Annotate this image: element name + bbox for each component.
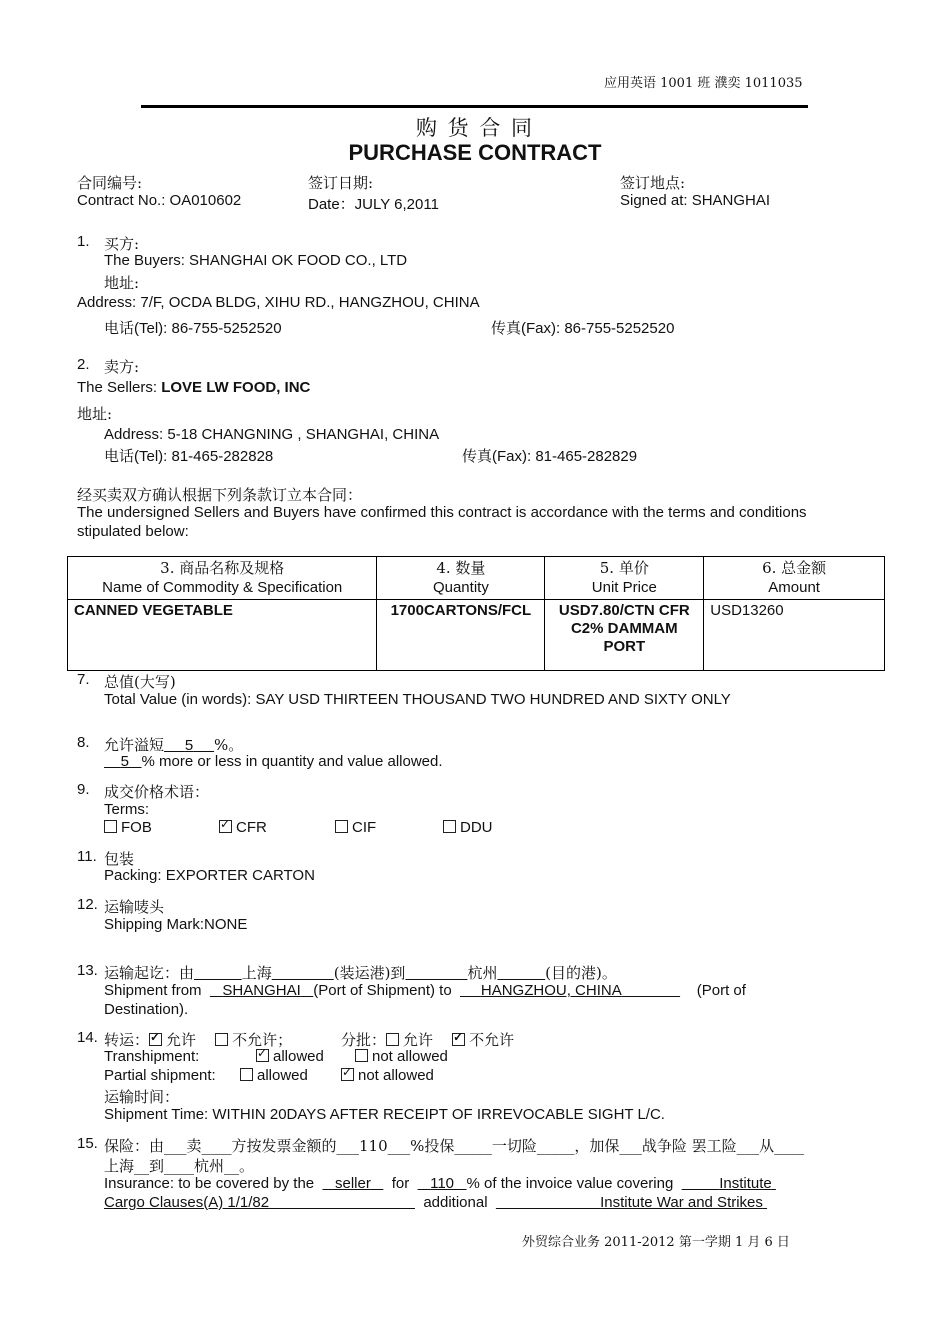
checkbox-icon[interactable] (355, 1049, 368, 1062)
buyer-fax: 传真(Fax): 86-755-5252520 (491, 320, 675, 337)
term-cfr[interactable]: ✓ CFR (219, 819, 267, 836)
insurance-cn-2: 上海__到____杭州__。 (104, 1157, 255, 1175)
shipment-en-2: Destination). (104, 1001, 189, 1018)
buyer-name-line (104, 252, 407, 269)
cell-unit-price: USD7.80/CTN CFR C2% DAMMAM PORT (545, 600, 704, 671)
seller-label-cn: 卖方: (104, 358, 140, 376)
port-to: HANGZHOU, CHINA (480, 982, 622, 999)
agreement-cn: 经买卖双方确认根据下列条款订立本合同： (77, 486, 363, 504)
terms-cn: 成交价格术语： (104, 783, 210, 801)
checkbox-checked-icon[interactable] (452, 1033, 465, 1046)
buyer-tel: 电话(Tel): 86-755-5252520 (104, 320, 282, 337)
checkbox-icon[interactable] (104, 820, 117, 833)
packing-cn: 包装 (104, 850, 135, 868)
checkbox-checked-icon[interactable] (341, 1068, 354, 1081)
checkbox-icon[interactable] (443, 820, 456, 833)
tolerance-num: 8. (77, 734, 90, 751)
checkbox-checked-icon[interactable] (149, 1033, 162, 1046)
agreement-en-1: The undersigned Sellers and Buyers have confirmed this contract is accordance with the terms and conditions (77, 504, 807, 521)
contract-no: Contract No.: OA010602 (77, 192, 242, 209)
contract-date: Date：JULY 6,2011 (308, 196, 439, 213)
shipment-time-cn: 运输时间： (104, 1088, 180, 1106)
terms-label: Terms: (104, 801, 149, 818)
seller-name-prefix: The Sellers: (77, 379, 162, 396)
buyer-addr-cn: 地址: (104, 274, 140, 292)
total-cn: 总值(大写) (104, 673, 176, 691)
transship-not-allowed[interactable]: not allowed (355, 1048, 448, 1065)
cell-amount: USD13260 (704, 600, 885, 671)
buyer-num: 1. (77, 233, 90, 250)
term-fob[interactable]: FOB (104, 819, 152, 836)
total-num: 7. (77, 671, 90, 688)
partial-label: Partial shipment: (104, 1067, 216, 1084)
shipment-num: 13. (77, 962, 98, 979)
shipping-mark-en: Shipping Mark:NONE (104, 916, 248, 933)
agreement-en-2: stipulated below: (77, 523, 189, 540)
table-row (68, 600, 885, 671)
tolerance-value-cn: 5 (184, 737, 194, 754)
buyer-address: Address: 7/F, OCDA BLDG, XIHU RD., HANGZHOU, CHINA (77, 294, 480, 311)
insurance-en-1: Insurance: to be covered by the seller for 110 % of the invoice value covering Institute (104, 1175, 772, 1192)
partial-allowed[interactable]: allowed (240, 1067, 308, 1084)
total-en: Total Value (in words): SAY USD THIRTEEN THOUSAND TWO HUNDRED AND SIXTY ONLY (104, 691, 731, 708)
header-unit-price: 5. 单价 Unit Price (545, 557, 704, 600)
footer-text: 外贸综合业务 2011-2012 第一学期 1 月 6 日 (522, 1235, 790, 1250)
partial-not-allowed[interactable]: ✓ not allowed (341, 1067, 434, 1084)
title-en: PURCHASE CONTRACT (348, 140, 602, 165)
cell-quantity: 1700CARTONS/FCL (377, 600, 545, 671)
partial-cn: 分批： 允许 ✓ 不允许 (341, 1029, 514, 1050)
checkbox-icon[interactable] (335, 820, 348, 833)
checkbox-checked-icon[interactable] (219, 820, 232, 833)
transship-cn: 转运：✓ 允许 不允许； (104, 1029, 292, 1050)
tolerance-en: 5 % more or less in quantity and value allowed. (120, 753, 443, 770)
seller-fax: 传真(Fax): 81-465-282829 (462, 448, 638, 465)
checkbox-checked-icon[interactable] (256, 1049, 269, 1062)
term-ddu[interactable]: DDU (443, 819, 493, 836)
insurance-cn-1: 保险：由___卖____方按发票金额的___110___%投保_____一切险_____，加保___战争险 罢工险___从____ (104, 1137, 805, 1155)
seller-tel: 电话(Tel): 81-465-282828 (104, 448, 274, 465)
class-info: 应用英语 1001 班 濮奕 1011035 (604, 76, 803, 91)
transship-num: 14. (77, 1029, 98, 1046)
buyer-name-prefix: The Buyers: (104, 252, 190, 269)
buyer-label-cn: 买方: (104, 235, 140, 253)
checkbox-icon[interactable] (215, 1033, 228, 1046)
goods-table (67, 556, 885, 671)
seller-addr-cn: 地址: (77, 405, 113, 423)
checkbox-icon[interactable] (240, 1068, 253, 1081)
port-from: SHANGHAI (222, 982, 301, 999)
buyer-name: SHANGHAI OK FOOD CO., LTD (189, 252, 408, 269)
cell-commodity: CANNED VEGETABLE (68, 600, 377, 671)
transship-allowed[interactable]: ✓ allowed (256, 1048, 324, 1065)
seller-address: Address: 5-18 CHANGNING , SHANGHAI, CHINA (104, 426, 440, 443)
checkbox-icon[interactable] (386, 1033, 399, 1046)
seller-name-line (77, 379, 310, 396)
packing-en: Packing: EXPORTER CARTON (104, 867, 315, 884)
shipment-cn: 运输起讫：由 上海 (装运港)到 杭州 (目的港)。 (104, 964, 617, 982)
shipment-en: Shipment from SHANGHAI (Port of Shipment) to HANGZHOU, CHINA (Port of (104, 982, 746, 999)
insurance-party: seller (335, 1175, 371, 1192)
place-cn: 签订地点: (620, 174, 686, 192)
shipping-mark-num: 12. (77, 896, 98, 913)
shipping-mark-cn: 运输唛头 (104, 898, 165, 916)
title-cn: 购 货 合 同 (415, 116, 535, 140)
insurance-en-2: Cargo Clauses(A) 1/1/82 additional Institute War and Strikes (104, 1194, 763, 1211)
seller-name: LOVE LW FOOD, INC (161, 379, 311, 396)
term-cif[interactable]: CIF (335, 819, 376, 836)
signed-place: Signed at: SHANGHAI (620, 192, 771, 209)
header-quantity: 4. 数量 Quantity (377, 557, 545, 600)
header-amount: 6. 总金额 Amount (704, 557, 885, 600)
seller-num: 2. (77, 356, 90, 373)
header-rule (141, 105, 808, 108)
header-commodity: 3. 商品名称及规格 Name of Commodity & Specification (68, 557, 377, 600)
insurance-num: 15. (77, 1135, 98, 1152)
contract-no-cn: 合同编号: (77, 174, 143, 192)
shipment-time-en: Shipment Time: WITHIN 20DAYS AFTER RECEIPT OF IRREVOCABLE SIGHT L/C. (104, 1106, 665, 1123)
transship-label: Transhipment: (104, 1048, 200, 1065)
terms-num: 9. (77, 781, 90, 798)
date-cn: 签订日期: (308, 174, 374, 192)
insurance-pct: 110 (430, 1175, 455, 1192)
tolerance-value-en: 5 (120, 753, 130, 770)
packing-num: 11. (77, 848, 97, 865)
tolerance-cn: 允许溢短 5 %。 (104, 736, 244, 754)
table-header-row (68, 557, 885, 600)
